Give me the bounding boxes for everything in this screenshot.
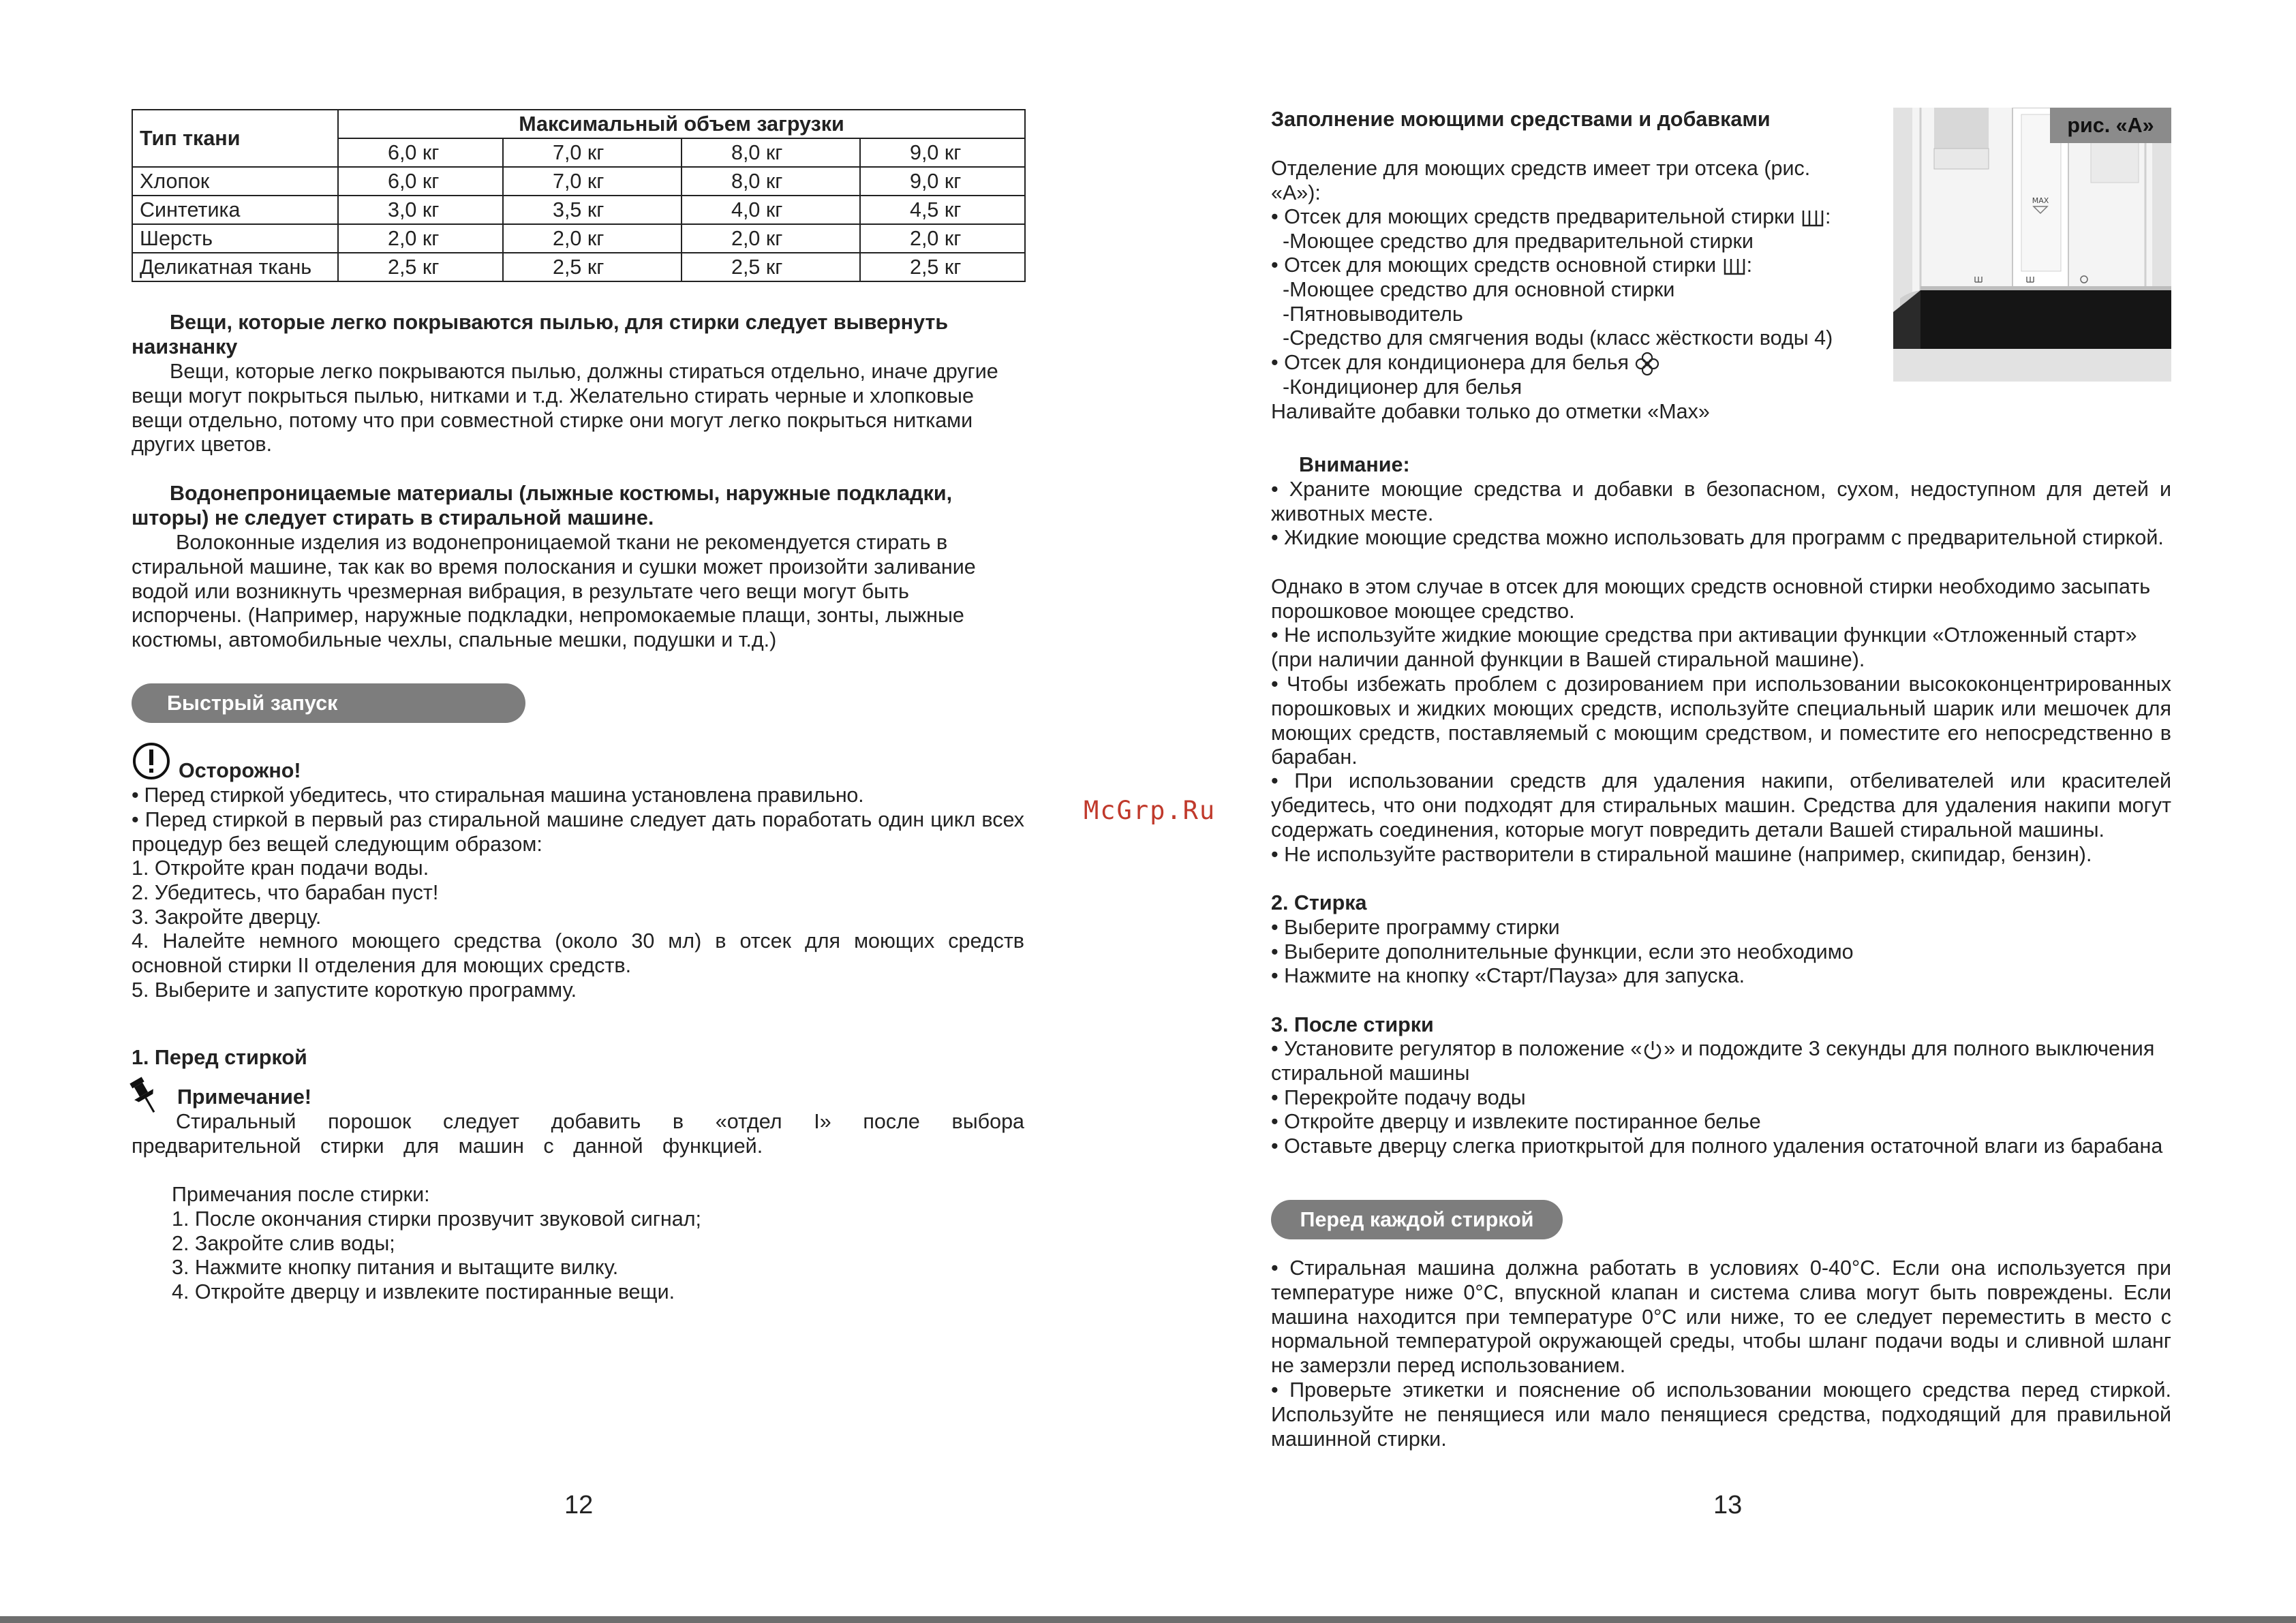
capacity-cell: 7,0 кг bbox=[503, 138, 682, 167]
fabric-cell: Деликатная ткань bbox=[132, 253, 338, 281]
page-number-right: 13 bbox=[1713, 1491, 1743, 1519]
load-cell: 2,5 кг bbox=[503, 253, 682, 281]
table-row bbox=[132, 196, 1025, 224]
attention-item-3: Однако в этом случае в отсек для моющих средств основной стирки необходимо засыпать порошковое моющее средство. bbox=[1271, 575, 2151, 623]
each-wash-item-1: • Стиральная машина должна работать в условиях 0-40°С. Если она используется при температуре ниже 0°С, впускной клапан и система слива могут быть повреждены. Если машина находится при температуре 0°С или ниже, то ее следует переместить в место с нормальной температурой окружающей среды, чтобы шланг подачи воды и сливной шланг не замерзли перед использованием. bbox=[1271, 1256, 2171, 1378]
table-header-row bbox=[132, 110, 1025, 138]
after-wash-bullet-4: • Оставьте дверцу слегка приоткрытой для полного удаления остаточной влаги из барабана bbox=[1271, 1134, 2163, 1158]
attention-item-5: • Чтобы избежать проблем с дозированием при использовании высококонцентрированных порошковых и жидких моющих средств, используйте специальный шарик или мешочек для моющих средств, поставляемый с моющим средством, и поместите его непосредственно в барабан. bbox=[1271, 673, 2171, 769]
load-capacity-table bbox=[132, 109, 1026, 282]
load-cell: 2,0 кг bbox=[682, 224, 860, 253]
load-cell: 8,0 кг bbox=[682, 167, 860, 196]
note-body: Стиральный порошок следует добавить в «отдел I» после выбора предварительной стирки для машин с данной функцией. bbox=[132, 1110, 1024, 1158]
caution-step-4: 4. Налейте немного моющего средства (около 30 мл) в отсек для моющих средств основной стирки II отделения для моющих средств. bbox=[132, 929, 1024, 977]
mainwash-compartment-label: • Отсек для моющих средств основной стирки bbox=[1271, 253, 1717, 277]
page-number-left: 12 bbox=[564, 1491, 594, 1519]
caution-bullet-1: • Перед стиркой убедитесь, что стиральная машина установлена правильно. bbox=[132, 784, 864, 807]
load-cell: 2,0 кг bbox=[860, 224, 1025, 253]
mainwash-detergent: -Моющее средство для основной стирки bbox=[1283, 278, 1675, 301]
max-mark-label: MAX bbox=[2032, 196, 2049, 205]
warning-circle-icon bbox=[132, 741, 171, 781]
fill-heading: Заполнение моющими средствами и добавками bbox=[1271, 108, 1771, 131]
mainwash-compartment: • Отсек для моющих средств основной стирки : bbox=[1271, 253, 1753, 277]
caution-step-1: 1. Откройте кран подачи воды. bbox=[132, 856, 429, 880]
max-mark-note: Наливайте добавки только до отметки «Max» bbox=[1271, 400, 1710, 423]
bottom-edge bbox=[0, 1616, 2296, 1623]
load-cell: 2,5 кг bbox=[682, 253, 860, 281]
wash-bullet-1: • Выберите программу стирки bbox=[1271, 916, 1560, 939]
caution-bullet-2: • Перед стиркой в первый раз стиральной машине следует дать поработать один цикл всех процедур без вещей следующим образом: bbox=[132, 808, 1024, 856]
table-row bbox=[132, 224, 1025, 253]
max-load-header: Максимальный объем загрузки bbox=[338, 110, 1025, 138]
attention-title: Внимание: bbox=[1299, 453, 1410, 476]
load-cell: 9,0 кг bbox=[860, 167, 1025, 196]
fabric-cell: Хлопок bbox=[132, 167, 338, 196]
load-cell: 4,0 кг bbox=[682, 196, 860, 224]
each-wash-item-2: • Проверьте этикетки и пояснение об использовании моющего средства перед стиркой. Используйте не пенящиеся или мало пенящиеся средства, подходящий для правильной машинной стирки. bbox=[1271, 1378, 2171, 1451]
fabric-cell: Синтетика bbox=[132, 196, 338, 224]
after-wash-notes-title: Примечания после стирки: bbox=[172, 1183, 430, 1206]
stain-remover: -Пятновыводитель bbox=[1283, 303, 1463, 326]
load-cell: 4,5 кг bbox=[860, 196, 1025, 224]
wash-bullet-2: • Выберите дополнительные функции, если это необходимо bbox=[1271, 940, 1854, 963]
fabric-type-header: Тип ткани bbox=[132, 110, 338, 167]
attention-item-7: • Не используйте растворители в стиральной машине (например, скипидар, бензин). bbox=[1271, 843, 2092, 866]
fabric-cell: Шерсть bbox=[132, 224, 338, 253]
capacity-cell: 6,0 кг bbox=[338, 138, 503, 167]
after-wash-note-2: 2. Закройте слив воды; bbox=[172, 1232, 395, 1255]
flower-softener-icon bbox=[1634, 352, 1660, 376]
mainwash-symbol-icon bbox=[1722, 256, 1747, 277]
wash-bullet-3: • Нажмите на кнопку «Старт/Пауза» для запуска. bbox=[1271, 964, 1745, 987]
dust-heading: Вещи, которые легко покрываются пылью, для стирки следует вывернуть наизнанку bbox=[132, 311, 949, 358]
after-wash-note-1: 1. После окончания стирки прозвучит звуковой сигнал; bbox=[172, 1207, 702, 1231]
softener-compartment bbox=[1271, 351, 1660, 376]
table-row bbox=[132, 167, 1025, 196]
after-wash-bullet-3: • Откройте дверцу и извлеките постиранное белье bbox=[1271, 1110, 1761, 1133]
water-softener: -Средство для смягчения воды (класс жёсткости воды 4) bbox=[1283, 326, 1833, 350]
note-title: Примечание! bbox=[177, 1085, 312, 1109]
prewash-compartment: • Отсек для моющих средств предварительной стирки : bbox=[1271, 205, 1831, 228]
prewash-detergent: -Моющее средство для предварительной стирки bbox=[1283, 230, 1754, 253]
load-cell: 6,0 кг bbox=[338, 167, 503, 196]
softener-compartment-label: • Отсек для кондиционера для белья bbox=[1271, 351, 1629, 374]
watermark: McGrp.Ru bbox=[1084, 796, 1216, 825]
load-cell: 2,0 кг bbox=[338, 224, 503, 253]
detergent-drawer-image bbox=[1893, 108, 2171, 382]
capacity-cell: 8,0 кг bbox=[682, 138, 860, 167]
after-wash-bullet-2: • Перекройте подачу воды bbox=[1271, 1086, 1526, 1109]
prewash-compartment-label: • Отсек для моющих средств предварительной стирки bbox=[1271, 205, 1795, 228]
load-cell: 7,0 кг bbox=[503, 167, 682, 196]
table-row bbox=[132, 253, 1025, 281]
after-wash-note-3: 3. Нажмите кнопку питания и вытащите вилку. bbox=[172, 1256, 619, 1279]
load-cell: 2,5 кг bbox=[338, 253, 503, 281]
fill-intro: Отделение для моющих средств имеет три отсека (рис. «А»): bbox=[1271, 157, 1811, 204]
caution-step-5: 5. Выберите и запустите короткую программу. bbox=[132, 978, 577, 1002]
attention-item-1: • Храните моющие средства и добавки в безопасном, сухом, недоступном для детей и животных месте. bbox=[1271, 478, 2171, 525]
figure-a-dispenser bbox=[1893, 108, 2171, 382]
attention-item-6: • При использовании средств для удаления накипи, отбеливателей или красителей убедитесь, что они подходят для стиральных машин. Средства для удаления накипи могут содержать соединения, которые могут повредить детали Вашей стиральной машины. bbox=[1271, 769, 2171, 841]
fabric-softener: -Кондиционер для белья bbox=[1283, 375, 1522, 399]
load-cell: 2,5 кг bbox=[860, 253, 1025, 281]
before-each-wash-badge: Перед каждой стиркой bbox=[1271, 1200, 1563, 1239]
load-cell: 2,0 кг bbox=[503, 224, 682, 253]
before-wash-heading: 1. Перед стиркой bbox=[132, 1046, 307, 1069]
load-cell: 3,0 кг bbox=[338, 196, 503, 224]
waterproof-heading: Водонепроницаемые материалы (лыжные костюмы, наружные подкладки, шторы) не следует стирать в стиральной машине. bbox=[132, 482, 953, 529]
wash-heading: 2. Стирка bbox=[1271, 891, 1367, 914]
attention-item-2: • Жидкие моющие средства можно использовать для программ с предварительной стиркой. bbox=[1271, 526, 2164, 549]
figure-a-label: рис. «А» bbox=[2050, 108, 2171, 143]
load-cell: 3,5 кг bbox=[503, 196, 682, 224]
waterproof-body: Волоконные изделия из водонепроницаемой ткани не рекомендуется стирать в стиральной машине, так как во время полоскания и сушки может произойти заливание водой или возникнуть чрезмерная вибрация, в результате чего вещи могут быть испорчены. (Например, наружные подкладки, непромокаемые плащи, зонты, лыжные костюмы, автомобильные чехлы, спальные мешки, подушки и т.д.) bbox=[132, 531, 976, 652]
caution-step-2: 2. Убедитесь, что барабан пуст! bbox=[132, 881, 439, 904]
quick-start-badge: Быстрый запуск bbox=[132, 683, 525, 723]
caution-step-3: 3. Закройте дверцу. bbox=[132, 906, 322, 929]
caution-title: Осторожно! bbox=[179, 759, 301, 782]
after-wash-note-4: 4. Откройте дверцу и извлеките постиранные вещи. bbox=[172, 1280, 675, 1303]
after-wash-heading: 3. После стирки bbox=[1271, 1013, 1434, 1036]
after-wash-bullet-1: • Установите регулятор в положение « » и подождите 3 секунды для полного выключения стиральной машины bbox=[1271, 1037, 2155, 1085]
attention-item-4: • Не используйте жидкие моющие средства при активации функции «Отложенный старт» (при наличии данной функции в Вашей стиральной машине). bbox=[1271, 623, 2137, 671]
prewash-symbol-icon bbox=[1801, 208, 1825, 228]
dust-body: Вещи, которые легко покрываются пылью, должны стираться отдельно, иначе другие вещи могут покрыться пылью, нитками и т.д. Желательно стирать черные и хлопковые вещи отдельно, потому что при совместной стирке они могут легко покрыться нитками других цветов. bbox=[132, 360, 998, 457]
power-icon bbox=[1642, 1039, 1664, 1061]
capacity-cell: 9,0 кг bbox=[860, 138, 1025, 167]
